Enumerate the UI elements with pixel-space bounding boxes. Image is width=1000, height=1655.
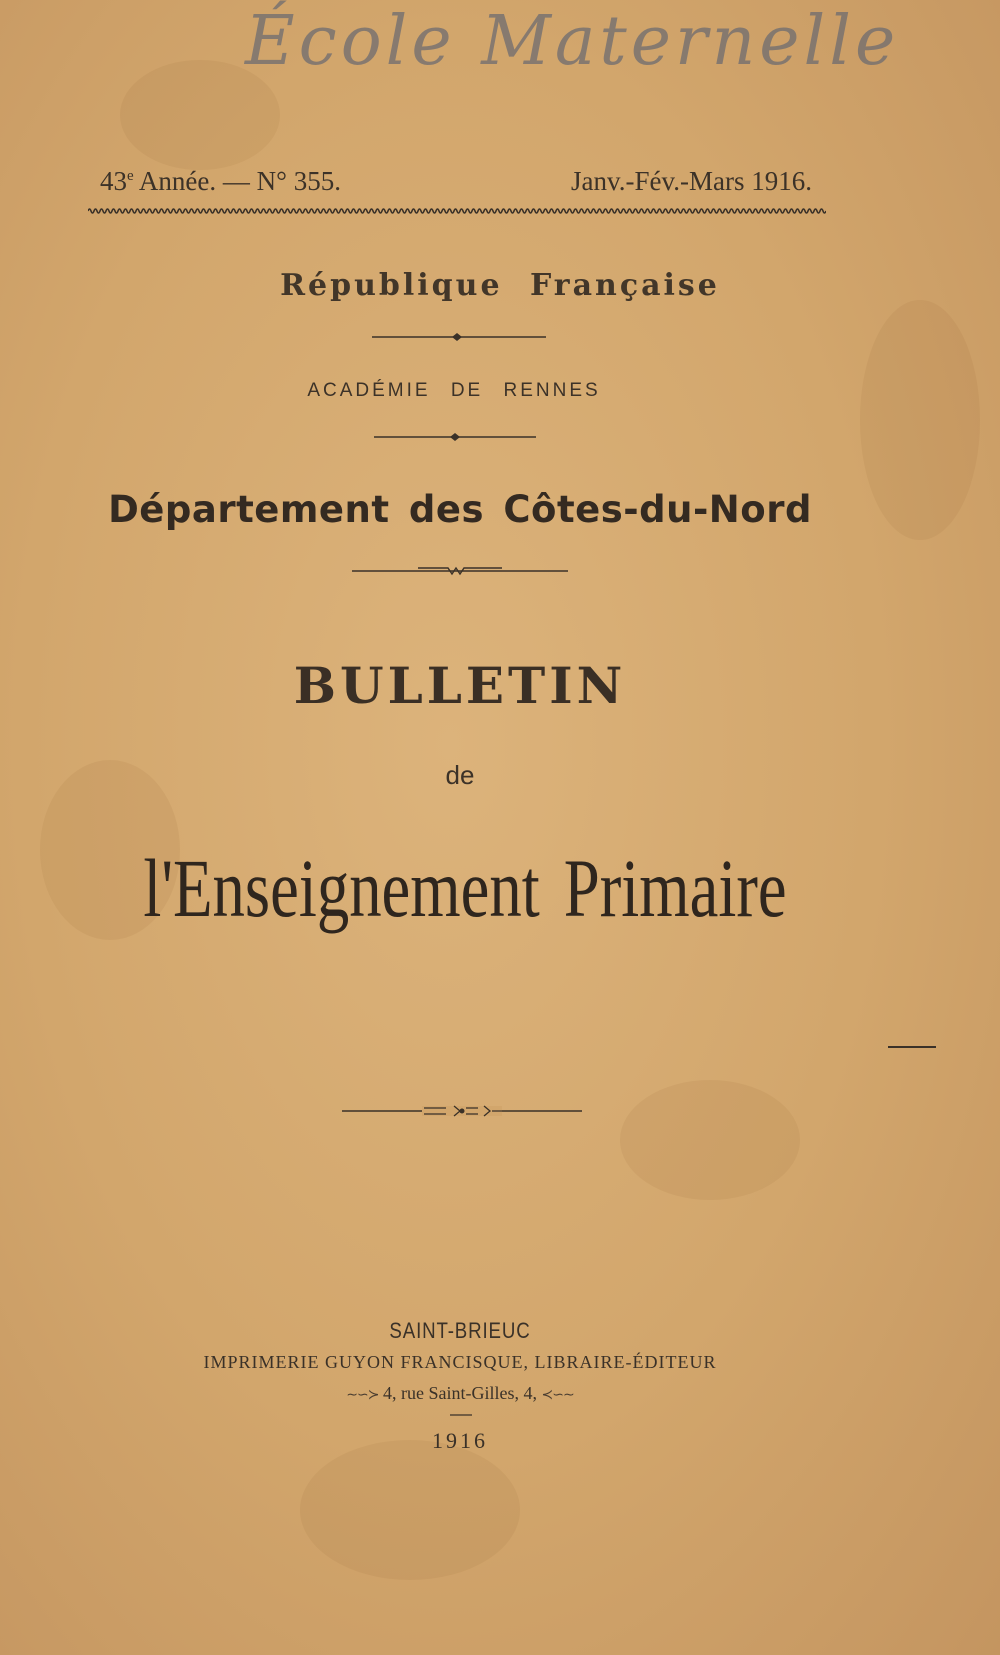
issue-number: 43e Année. — N° 355. xyxy=(100,166,341,196)
paper-stain xyxy=(300,1440,520,1580)
ornamental-rule xyxy=(374,432,536,442)
ornamental-rule xyxy=(372,332,546,342)
masthead xyxy=(100,166,812,206)
bulletin-title: BULLETIN xyxy=(293,656,627,715)
wavy-rule xyxy=(88,206,826,216)
imprint-year: 1916 xyxy=(432,1428,488,1453)
ornamental-rule xyxy=(352,564,568,578)
imprint-city: SAINT-BRIEUC xyxy=(389,1318,531,1343)
paper-stain xyxy=(620,1080,800,1200)
ornamental-rule xyxy=(342,1104,582,1118)
imprint-address-line xyxy=(0,1383,920,1404)
imprint-address: 4, rue Saint-Gilles, 4, xyxy=(383,1383,537,1403)
short-rule xyxy=(450,1413,472,1417)
republique-heading: République Française xyxy=(280,268,720,303)
ink-mark xyxy=(888,1044,936,1050)
flourish-right-icon: ≺∽∼ xyxy=(541,1388,574,1403)
imprint-printer: IMPRIMERIE GUYON FRANCISQUE, LIBRAIRE-ÉDITEUR xyxy=(203,1352,717,1372)
enseignement-title: l'Enseignement Primaire xyxy=(143,842,787,934)
departement-heading: Département des Côtes-du-Nord xyxy=(108,488,812,531)
title-connector: de xyxy=(445,760,475,790)
academie-heading: ACADÉMIE DE RENNES xyxy=(307,380,601,401)
flourish-left-icon: ∼∽≻ xyxy=(346,1388,379,1403)
handwritten-annotation: École Maternelle xyxy=(245,2,900,81)
issue-date: Janv.-Fév.-Mars 1916. xyxy=(571,166,812,196)
